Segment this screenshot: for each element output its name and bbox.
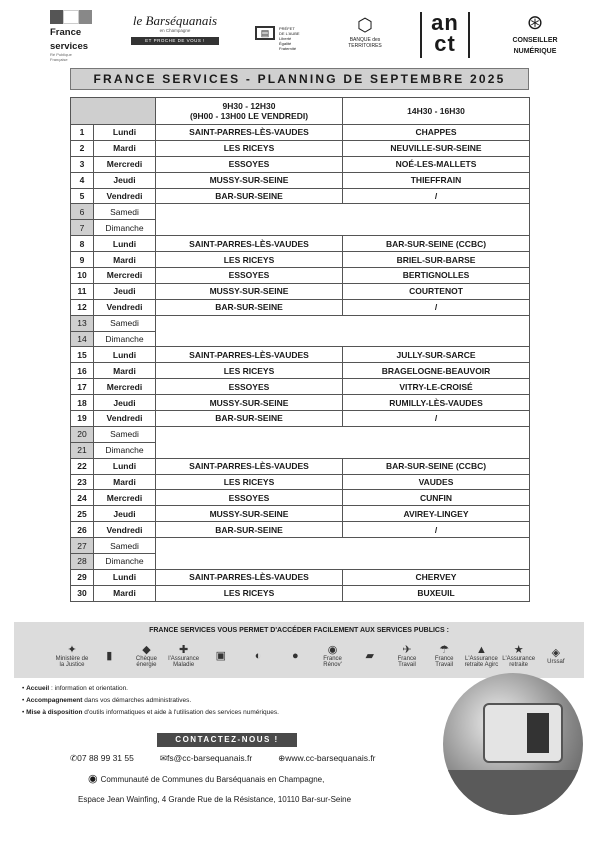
organisation-name: Communauté de Communes du Barséquanais en Champagne,	[100, 775, 325, 784]
france-services-line2: services	[50, 41, 89, 52]
day-number-cell: 11	[71, 283, 94, 299]
afternoon-location-cell: COURTENOT	[343, 283, 530, 299]
weekday-cell: Lundi	[94, 347, 156, 363]
partner-logo	[352, 650, 388, 662]
weekend-row	[71, 315, 530, 331]
phone-entry[interactable]	[70, 753, 134, 764]
table-row	[71, 458, 530, 474]
table-row	[71, 299, 530, 315]
weekday-cell: Jeudi	[94, 395, 156, 411]
table-row	[71, 411, 530, 427]
partner-icon: ▮	[106, 650, 113, 662]
bullet-keyword: Mise à disposition	[26, 709, 83, 716]
weekday-cell: Mercredi	[94, 379, 156, 395]
anct-logo	[420, 12, 470, 58]
weekend-row	[71, 220, 530, 236]
closed-cell	[156, 442, 530, 458]
bullet-text: dans vos démarches administratives.	[82, 697, 192, 704]
weekend-row	[71, 204, 530, 220]
morning-location-cell: LES RICEYS	[156, 474, 343, 490]
weekend-row	[71, 554, 530, 570]
closed-cell	[156, 220, 530, 236]
bullet-icon: •	[22, 697, 27, 704]
closed-cell	[156, 538, 530, 554]
morning-location-cell: BAR-SUR-SEINE	[156, 299, 343, 315]
weekday-cell: Mardi	[94, 474, 156, 490]
table-row	[71, 363, 530, 379]
afternoon-location-cell: AVIREY-LINGEY	[343, 506, 530, 522]
morning-location-cell: LES RICEYS	[156, 363, 343, 379]
bullet-text: d'outils informatiques et aide à l'utilisation des services numériques.	[82, 709, 279, 716]
afternoon-location-cell: BRIEL-SUR-BARSE	[343, 252, 530, 268]
day-number-cell: 22	[71, 458, 94, 474]
anct-line2: ct	[434, 31, 456, 56]
partner-icon: ✦	[67, 644, 77, 656]
email-address: fs@cc-barsequanais.fr	[166, 753, 253, 763]
day-number-cell: 14	[71, 331, 94, 347]
morning-location-cell: ESSOYES	[156, 379, 343, 395]
partner-icon: ★	[513, 644, 524, 656]
partner-icon: ▰	[365, 650, 374, 662]
weekday-cell: Samedi	[94, 204, 156, 220]
morning-location-cell: SAINT-PARRES-LÈS-VAUDES	[156, 236, 343, 252]
afternoon-location-cell: NEUVILLE-SUR-SEINE	[343, 140, 530, 156]
morning-location-cell: ESSOYES	[156, 490, 343, 506]
france-services-line1: France	[50, 27, 82, 38]
partner-label: France Travail	[434, 656, 454, 668]
service-bullet	[22, 708, 279, 717]
weekend-row	[71, 538, 530, 554]
weekday-cell: Mardi	[94, 140, 156, 156]
partner-icon: ◈	[551, 647, 561, 659]
afternoon-location-cell: BERTIGNOLLES	[343, 268, 530, 284]
afternoon-location-cell: THIEFFRAIN	[343, 172, 530, 188]
weekday-cell: Samedi	[94, 426, 156, 442]
partner-logo	[128, 644, 164, 668]
morning-location-cell: BAR-SUR-SEINE	[156, 522, 343, 538]
weekday-cell: Mercredi	[94, 156, 156, 172]
website-url: www.cc-barsequanais.fr	[285, 753, 376, 763]
morning-location-cell: MUSSY-SUR-SEINE	[156, 283, 343, 299]
day-number-cell: 25	[71, 506, 94, 522]
day-number-cell: 21	[71, 442, 94, 458]
day-number-cell: 19	[71, 411, 94, 427]
morning-location-cell: BAR-SUR-SEINE	[156, 411, 343, 427]
table-row	[71, 569, 530, 585]
day-number-cell: 6	[71, 204, 94, 220]
closed-cell	[156, 315, 530, 331]
table-row	[71, 379, 530, 395]
header-blank-cell	[71, 98, 156, 125]
weekday-cell: Vendredi	[94, 299, 156, 315]
table-row	[71, 188, 530, 204]
afternoon-location-cell: /	[343, 299, 530, 315]
afternoon-location-cell: /	[343, 522, 530, 538]
table-row	[71, 156, 530, 172]
closed-cell	[156, 554, 530, 570]
france-services-bus-photo	[443, 673, 583, 815]
weekday-cell: Jeudi	[94, 283, 156, 299]
weekday-cell: Dimanche	[94, 220, 156, 236]
services-band	[14, 622, 584, 678]
table-row	[71, 490, 530, 506]
table-row	[71, 283, 530, 299]
table-row	[71, 522, 530, 538]
partner-logo	[426, 644, 462, 668]
table-row	[71, 172, 530, 188]
weekday-cell: Dimanche	[94, 554, 156, 570]
day-number-cell: 3	[71, 156, 94, 172]
partner-logo	[277, 650, 313, 662]
partner-icon: ▲	[475, 644, 487, 656]
weekday-cell: Lundi	[94, 125, 156, 141]
afternoon-location-cell: CHERVEY	[343, 569, 530, 585]
afternoon-location-cell: BAR-SUR-SEINE (CCBC)	[343, 458, 530, 474]
bullet-text: : information et orientation.	[49, 685, 128, 692]
phone-number: 07 88 99 31 55	[77, 753, 134, 763]
weekday-cell: Lundi	[94, 569, 156, 585]
weekday-cell: Samedi	[94, 315, 156, 331]
partner-icon: ✈	[402, 644, 412, 656]
partner-logo	[315, 644, 351, 668]
weekend-row	[71, 331, 530, 347]
day-number-cell: 29	[71, 569, 94, 585]
weekday-cell: Vendredi	[94, 411, 156, 427]
weekday-cell: Mercredi	[94, 268, 156, 284]
day-number-cell: 28	[71, 554, 94, 570]
morning-location-cell: BAR-SUR-SEINE	[156, 188, 343, 204]
partner-label: Ministère de la Justice	[55, 656, 89, 668]
weekday-cell: Vendredi	[94, 188, 156, 204]
weekend-row	[71, 426, 530, 442]
bullet-icon: •	[22, 685, 27, 692]
morning-location-cell: SAINT-PARRES-LÈS-VAUDES	[156, 458, 343, 474]
weekday-cell: Mardi	[94, 252, 156, 268]
conseiller-line1: CONSEILLER	[512, 37, 558, 44]
table-header-row	[71, 98, 530, 125]
prefecture-text: PRÉFET DE L'AUBE Liberté Égalité Fraternité	[279, 26, 300, 51]
afternoon-location-cell: BUXEUIL	[343, 585, 530, 601]
service-bullet	[22, 696, 191, 705]
barsequanais-sub: en Champagne	[159, 28, 191, 33]
table-row	[71, 585, 530, 601]
phone-icon: ✆	[70, 753, 78, 763]
table-row	[71, 506, 530, 522]
partner-logo	[54, 644, 90, 668]
closed-cell	[156, 426, 530, 442]
day-number-cell: 7	[71, 220, 94, 236]
afternoon-location-cell: NOÉ-LES-MALLETS	[343, 156, 530, 172]
afternoon-location-cell: JULLY-SUR-SARCE	[343, 347, 530, 363]
weekday-cell: Dimanche	[94, 442, 156, 458]
weekday-cell: Mardi	[94, 363, 156, 379]
day-number-cell: 16	[71, 363, 94, 379]
page-title: FRANCE SERVICES - PLANNING DE SEPTEMBRE 2025	[70, 68, 529, 90]
banque-territoires-text: BANQUE des TERRITOIRES	[348, 37, 382, 49]
partner-icon: ◉	[327, 644, 338, 656]
contact-line	[70, 753, 376, 764]
partner-icon: ◐	[254, 650, 262, 662]
republique-text: Ré Publique Française	[50, 52, 72, 62]
day-number-cell: 9	[71, 252, 94, 268]
day-number-cell: 30	[71, 585, 94, 601]
morning-location-cell: ESSOYES	[156, 268, 343, 284]
planning-body	[71, 125, 530, 602]
day-number-cell: 2	[71, 140, 94, 156]
day-number-cell: 26	[71, 522, 94, 538]
france-services-logo	[50, 10, 105, 62]
partner-icon: ●	[291, 650, 299, 662]
table-row	[71, 474, 530, 490]
hexagon-icon: ⬡	[357, 15, 373, 35]
afternoon-location-cell: CUNFIN	[343, 490, 530, 506]
website-entry[interactable]	[278, 753, 375, 764]
address-line: Espace Jean Wainfing, 4 Grande Rue de la Résistance, 10110 Bar-sur-Seine	[78, 795, 352, 804]
bullet-keyword: Accueil	[26, 685, 50, 692]
barsequanais-name: le Barséquanais	[132, 13, 218, 28]
anct-line1: an	[431, 10, 459, 35]
morning-location-cell: LES RICEYS	[156, 252, 343, 268]
bullet-icon: •	[22, 709, 27, 716]
morning-location-cell: LES RICEYS	[156, 140, 343, 156]
morning-location-cell: ESSOYES	[156, 156, 343, 172]
marianne-icon: ▤	[255, 26, 275, 40]
table-row	[71, 236, 530, 252]
day-number-cell: 23	[71, 474, 94, 490]
afternoon-location-cell: /	[343, 411, 530, 427]
weekday-cell: Mercredi	[94, 490, 156, 506]
afternoon-location-cell: VAUDES	[343, 474, 530, 490]
morning-location-cell: MUSSY-SUR-SEINE	[156, 172, 343, 188]
partner-label: France Travail	[397, 656, 417, 668]
day-number-cell: 20	[71, 426, 94, 442]
partner-icon: ◆	[142, 644, 151, 656]
conseiller-numerique-logo	[500, 12, 570, 56]
weekday-cell: Jeudi	[94, 172, 156, 188]
planning-table	[70, 97, 530, 602]
partner-label: l'Assurance Maladie	[168, 656, 200, 668]
weekday-cell: Jeudi	[94, 506, 156, 522]
partner-label: L'Assurance retraite	[502, 656, 536, 668]
day-number-cell: 18	[71, 395, 94, 411]
partner-icon: ▣	[215, 650, 227, 662]
table-row	[71, 252, 530, 268]
weekday-cell: Dimanche	[94, 331, 156, 347]
weekday-cell: Lundi	[94, 236, 156, 252]
table-row	[71, 268, 530, 284]
partner-icon: ✚	[179, 644, 189, 656]
partner-label: Chèque énergie	[135, 656, 157, 668]
map-pin-icon: ◉	[88, 773, 101, 785]
table-row	[71, 125, 530, 141]
header-afternoon: 14H30 - 16H30	[343, 98, 530, 125]
services-heading: FRANCE SERVICES VOUS PERMET D'ACCÉDER FACILEMENT AUX SERVICES PUBLICS :	[149, 627, 449, 634]
header-morning-hours: 9H30 - 12H30	[222, 101, 276, 111]
contact-banner: CONTACTEZ-NOUS !	[157, 733, 297, 747]
globe-icon: ⊕	[278, 753, 286, 763]
weekday-cell: Vendredi	[94, 522, 156, 538]
afternoon-location-cell: CHAPPES	[343, 125, 530, 141]
partner-logo	[538, 647, 574, 665]
table-row	[71, 347, 530, 363]
morning-location-cell: LES RICEYS	[156, 585, 343, 601]
mail-icon: ✉	[159, 753, 167, 763]
morning-location-cell: SAINT-PARRES-LÈS-VAUDES	[156, 125, 343, 141]
day-number-cell: 12	[71, 299, 94, 315]
day-number-cell: 1	[71, 125, 94, 141]
partner-label: L'Assurance retraite Agirc	[464, 656, 499, 668]
day-number-cell: 8	[71, 236, 94, 252]
partner-logos	[54, 644, 574, 668]
partner-logo	[91, 650, 127, 662]
partner-logo	[203, 650, 239, 662]
partner-logo	[501, 644, 537, 668]
day-number-cell: 5	[71, 188, 94, 204]
partner-icon: ☂	[439, 644, 450, 656]
day-number-cell: 10	[71, 268, 94, 284]
closed-cell	[156, 204, 530, 220]
partner-logo	[389, 644, 425, 668]
day-number-cell: 13	[71, 315, 94, 331]
day-number-cell: 4	[71, 172, 94, 188]
partner-label: Urssaf	[547, 659, 565, 665]
weekend-row	[71, 442, 530, 458]
banque-territoires-logo	[340, 16, 390, 49]
morning-location-cell: SAINT-PARRES-LÈS-VAUDES	[156, 569, 343, 585]
partner-logo	[463, 644, 499, 668]
weekday-cell: Mardi	[94, 585, 156, 601]
service-bullet	[22, 684, 128, 693]
day-number-cell: 17	[71, 379, 94, 395]
afternoon-location-cell: BAR-SUR-SEINE (CCBC)	[343, 236, 530, 252]
morning-location-cell: MUSSY-SUR-SEINE	[156, 395, 343, 411]
afternoon-location-cell: /	[343, 188, 530, 204]
partner-label: France Rénov'	[323, 656, 342, 668]
conseiller-line2: NUMÉRIQUE	[513, 48, 557, 55]
partner-logo	[240, 650, 276, 662]
email-entry[interactable]	[160, 753, 252, 764]
afternoon-location-cell: RUMILLY-LÈS-VAUDES	[343, 395, 530, 411]
partner-logo	[166, 644, 202, 668]
morning-location-cell: MUSSY-SUR-SEINE	[156, 506, 343, 522]
ground-shape	[443, 770, 583, 815]
afternoon-location-cell: BRAGELOGNE-BEAUVOIR	[343, 363, 530, 379]
barsequanais-ribbon: ET PROCHE DE VOUS !	[131, 37, 219, 45]
header-morning	[156, 98, 343, 125]
bullet-keyword: Accompagnement	[26, 697, 83, 704]
barsequanais-logo	[125, 14, 225, 45]
bus-shape	[483, 703, 563, 763]
day-number-cell: 24	[71, 490, 94, 506]
morning-location-cell: SAINT-PARRES-LÈS-VAUDES	[156, 347, 343, 363]
table-row	[71, 395, 530, 411]
location-pin-icon: ⊛	[526, 12, 544, 34]
day-number-cell: 15	[71, 347, 94, 363]
weekday-cell: Lundi	[94, 458, 156, 474]
table-row	[71, 140, 530, 156]
header-morning-note: (9H00 - 13H00 LE VENDREDI)	[189, 111, 309, 121]
organisation-line	[88, 772, 324, 785]
prefecture-logo	[255, 26, 315, 51]
weekday-cell: Samedi	[94, 538, 156, 554]
afternoon-location-cell: VITRY-LE-CROISÉ	[343, 379, 530, 395]
french-flag-icon	[50, 10, 92, 24]
closed-cell	[156, 331, 530, 347]
day-number-cell: 27	[71, 538, 94, 554]
